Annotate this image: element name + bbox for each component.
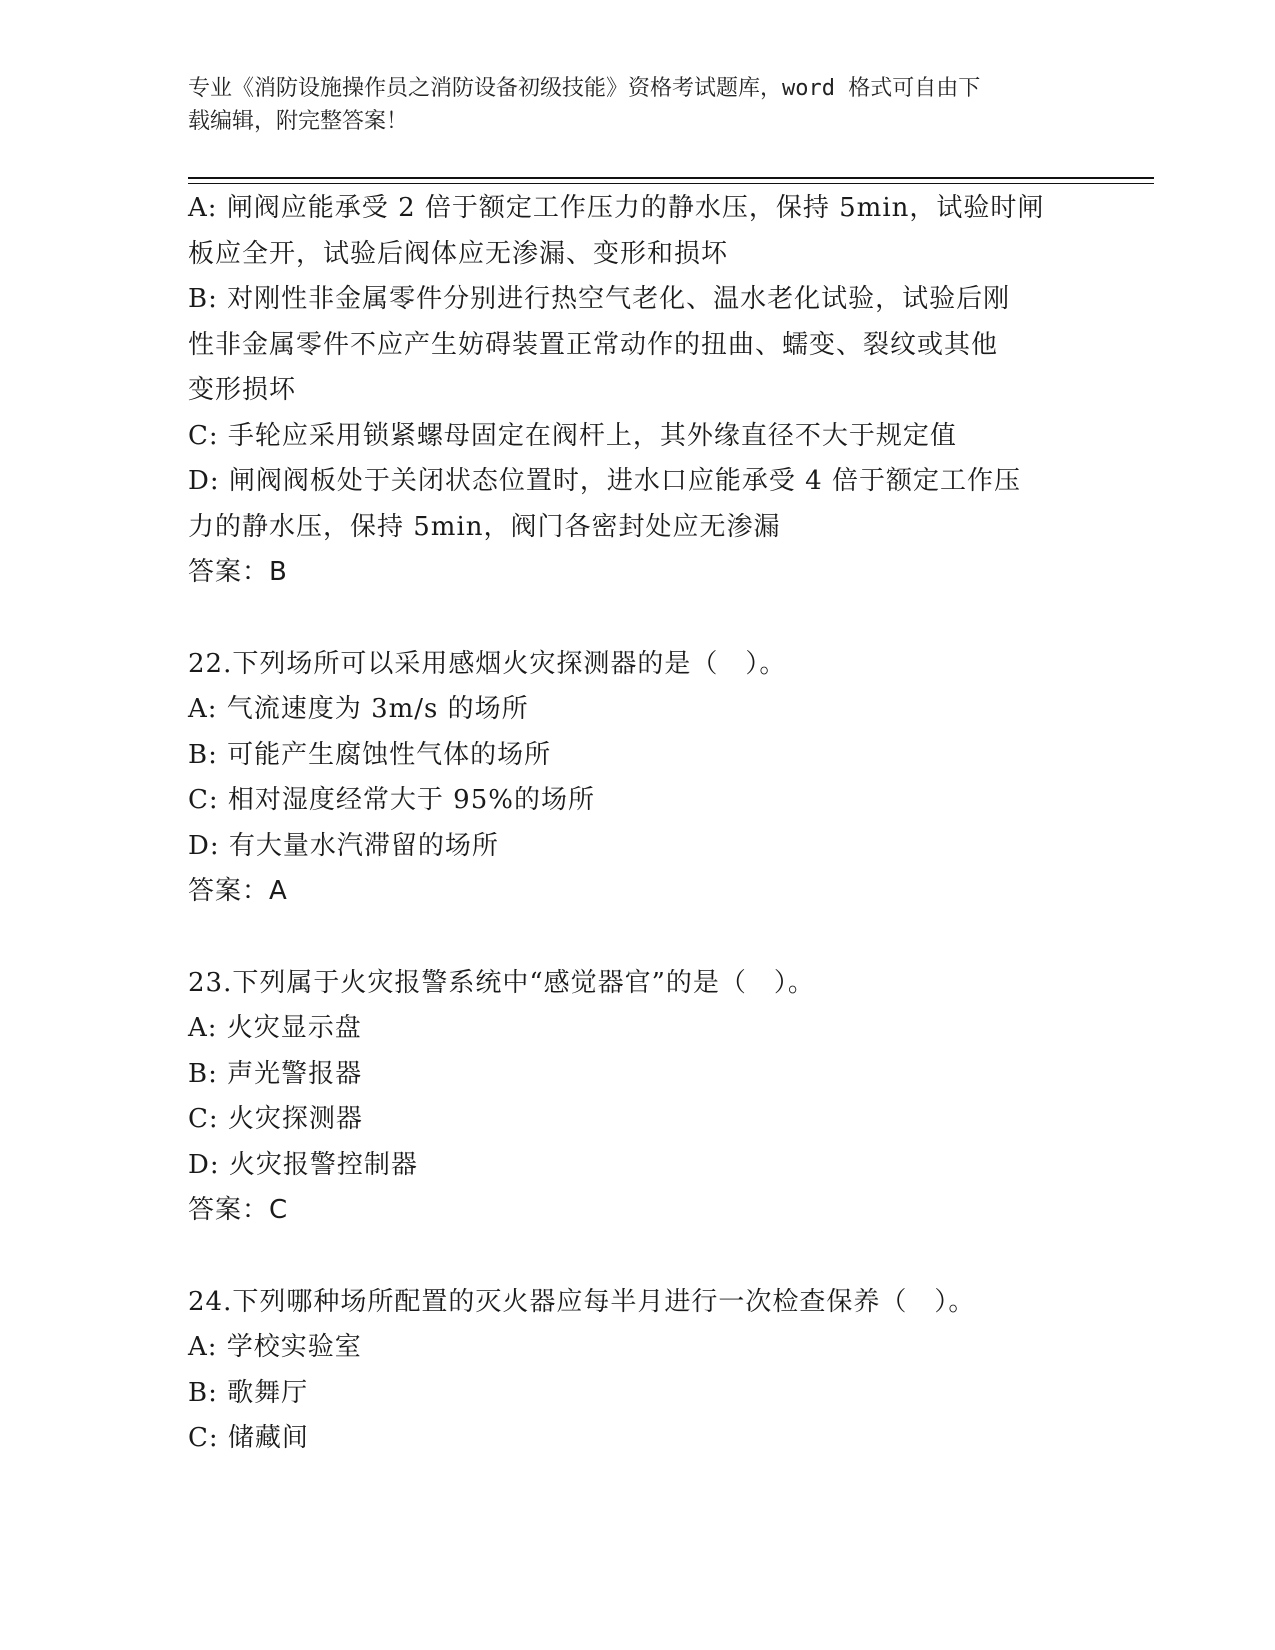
- header-rule-thin: [188, 183, 1154, 184]
- q24-option-a: A: 学校实验室: [188, 1332, 362, 1362]
- question-24: [188, 1280, 1088, 1462]
- q23-answer: 答案：C: [188, 1195, 289, 1225]
- spacer: [188, 1234, 1088, 1280]
- q22-option-d: D: 有大量水汽滞留的场所: [188, 830, 499, 861]
- q21-option-a-line-2: 板应全开，试验后阀体应无渗漏、变形和损坏: [188, 238, 729, 269]
- q22-stem: 22.下列场所可以采用感烟火灾探测器的是（ ）。: [188, 648, 787, 679]
- q23-option-d: D: 火灾报警控制器: [188, 1149, 418, 1180]
- header-line-2: 载编辑，附完整答案！: [188, 109, 409, 134]
- question-21: [188, 186, 1088, 596]
- q21-option-c: C: 手轮应采用锁紧螺母固定在阀杆上，其外缘直径不大于规定值: [188, 420, 957, 451]
- q23-option-b: B: 声光警报器: [188, 1058, 363, 1089]
- q21-answer: 答案：B: [188, 557, 288, 587]
- q21-option-b-line-1: B: 对刚性非金属零件分别进行热空气老化、温水老化试验，试验后刚: [188, 284, 1011, 314]
- document-header: [188, 72, 1088, 138]
- q21-option-d-line-1: D: 闸阀阀板处于关闭状态位置时，进水口应能承受 4 倍于额定工作压: [188, 466, 1021, 496]
- q23-option-a: A: 火灾显示盘: [188, 1013, 362, 1043]
- q21-option-d-line-2: 力的静水压，保持 5min，阀门各密封处应无渗漏: [188, 511, 781, 542]
- q22-answer: 答案：A: [188, 876, 288, 906]
- q24-stem: 24.下列哪种场所配置的灭火器应每半月进行一次检查保养（ ）。: [188, 1286, 976, 1317]
- q23-option-c: C: 火灾探测器: [188, 1104, 363, 1134]
- spacer: [188, 915, 1088, 961]
- question-list: [188, 186, 1088, 1462]
- q24-option-b: B: 歌舞厅: [188, 1377, 309, 1408]
- header-rule-thick: [188, 177, 1154, 179]
- q22-option-c: C: 相对湿度经常大于 95%的场所: [188, 785, 595, 815]
- q22-option-a: A: 气流速度为 3m/s 的场所: [188, 694, 529, 724]
- header-line-1: 专业《消防设施操作员之消防设备初级技能》资格考试题库，word 格式可自由下: [188, 76, 981, 101]
- q21-option-b-line-2: 性非金属零件不应产生妨碍装置正常动作的扭曲、蠕变、裂纹或其他: [188, 329, 999, 360]
- q21-option-a-line-1: A: 闸阀应能承受 2 倍于额定工作压力的静水压，保持 5min，试验时闸: [188, 193, 1045, 223]
- spacer: [188, 596, 1088, 642]
- q24-option-c: C: 储藏间: [188, 1423, 309, 1453]
- question-23: [188, 961, 1088, 1234]
- q23-stem: 23.下列属于火灾报警系统中“感觉器官”的是（ ）。: [188, 967, 815, 998]
- question-22: [188, 642, 1088, 915]
- q21-option-b-line-3: 变形损坏: [188, 375, 297, 405]
- q22-option-b: B: 可能产生腐蚀性气体的场所: [188, 739, 552, 770]
